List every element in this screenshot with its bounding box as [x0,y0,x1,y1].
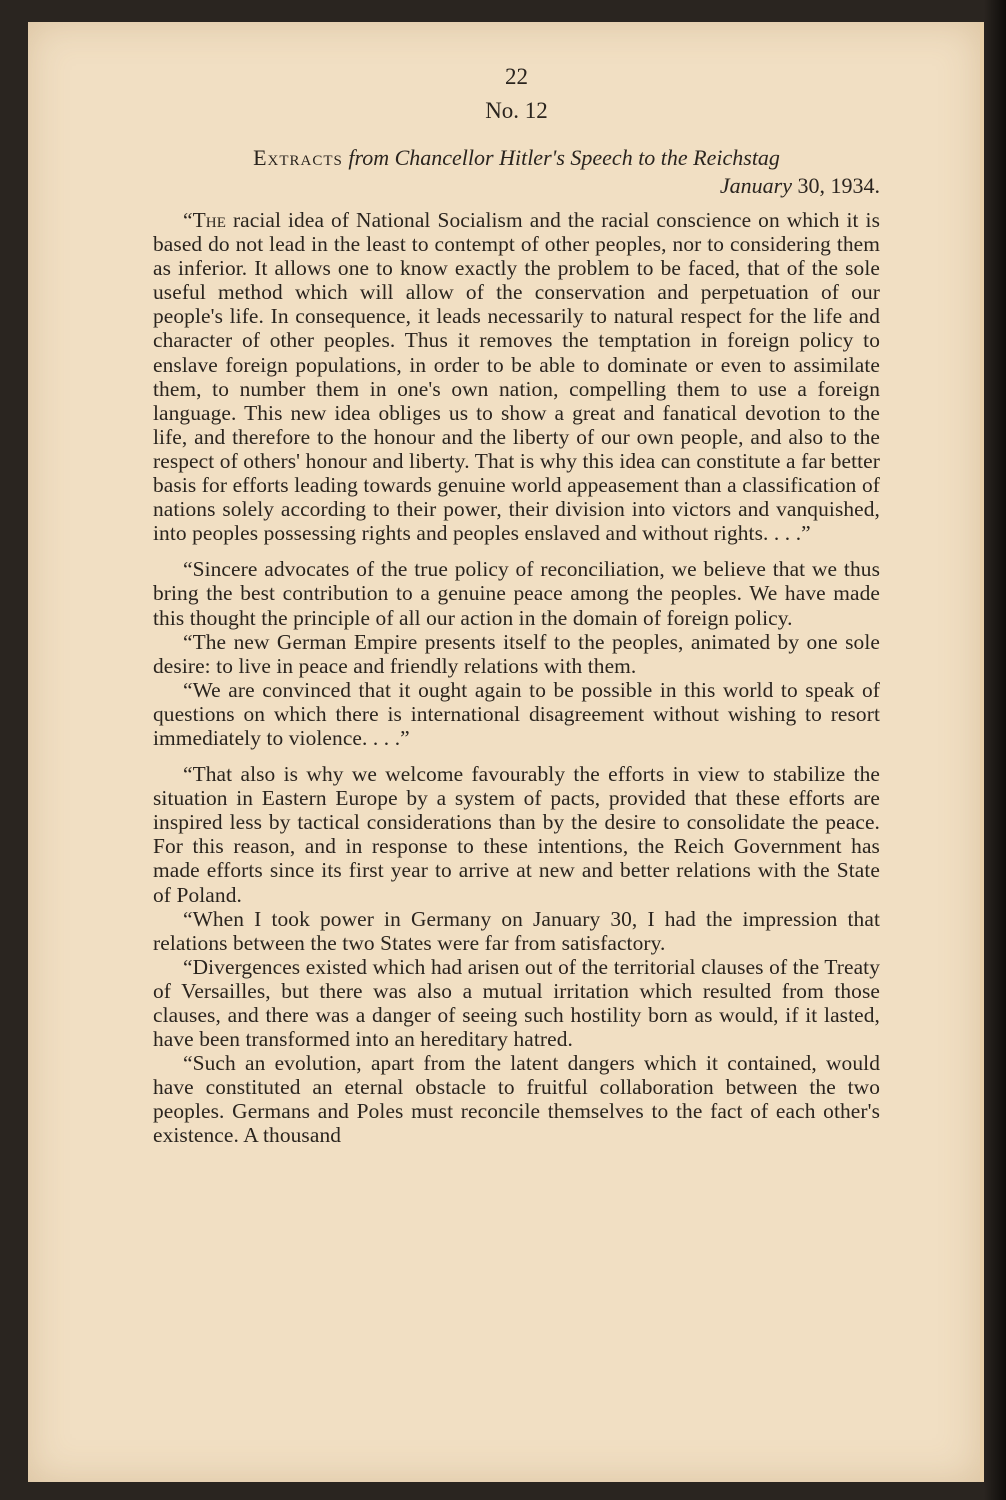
paragraph-7: “Divergences existed which had arisen out of the territorial clauses of the Treaty of Versailles, but there was also a mutual irritation which resulted from those clauses, and there was a danger of seeing such hostility born as would, if it lasted, have been transformed into an hereditary hatred. [153,954,880,1052]
paragraph-3: “The new German Empire presents itself to the peoples, animated by one sole desire: to live in peace and friendly relations with them. [153,629,880,678]
paragraph-8: “Such an evolution, apart from the latent dangers which it contained, would have constituted an eternal obstacle to fruitful collaboration between the two peoples. Germans and Poles must reconcile themselves to the fact of each other's existence. A thousand [153,1051,880,1148]
book-page [28,22,986,1482]
date-month: January [719,173,792,198]
document-number: No. 12 [485,98,548,123]
binding-edge [984,0,1006,1500]
heading-italic: from Chancellor Hitler's Speech to the Reichstag [348,145,780,170]
document-heading [153,144,880,172]
paragraph-1-lead: “The [183,208,226,232]
date-day-year: 30, 1934. [797,173,880,198]
heading-caps: Extracts [253,145,343,170]
paragraph-1 [153,208,880,545]
paragraph-2: “Sincere advocates of the true policy of reconciliation, we believe that we thus bring the best contribution to a genuine peace among the peoples. We have made this thought the principle of all our action in the domain of foreign policy. [153,557,880,630]
paragraph-1-text: racial idea of National Socialism and the racial conscience on which it is based do not lead in the least to contempt of other peoples, nor to considering them as inferior. It allows one to know exactly the problem to be faced, that of the sole useful method which will allow of the conservation and perpetuation of our people's life. In consequence, it leads necessarily to natural respect for the life and character of other peoples. Thus it removes the temptation in foreign policy to enslave foreign populations, in order to be able to dominate or even to assimilate them, to number them in one's own nation, compelling them to use a foreign language. This new idea obliges us to show a great and fanatical devotion to the life, and therefore to the honour and the liberty of our own people, and also to the respect of others' honour and liberty. That is why this idea can constitute a far better basis for efforts leading towards genuine world appeasement than a classification of nations solely according to their power, their division into victors and vanquished, into peoples possessing rights and peoples enslaved and without rights. . . .” [153,208,880,546]
paragraph-4: “We are convinced that it ought again to be possible in this world to speak of questions on which there is international disagreement without wishing to resort immediately to violence. . . .” [153,677,880,750]
paragraph-6: “When I took power in Germany on January 30, I had the impression that relations between the two States were far from satisfactory. [153,906,880,955]
dateline [153,172,880,200]
page-content [153,62,880,1148]
paragraph-5: “That also is why we welcome favourably the efforts in view to stabilize the situation in Eastern Europe by a system of pacts, provided that these efforts are inspired less by tactical considerations than by the desire to consolidate the peace. For this reason, and in response to these intentions, the Reich Government has made efforts since its first year to arrive at new and better relations with the State of Poland. [153,762,880,907]
page-number: 22 [505,64,528,89]
